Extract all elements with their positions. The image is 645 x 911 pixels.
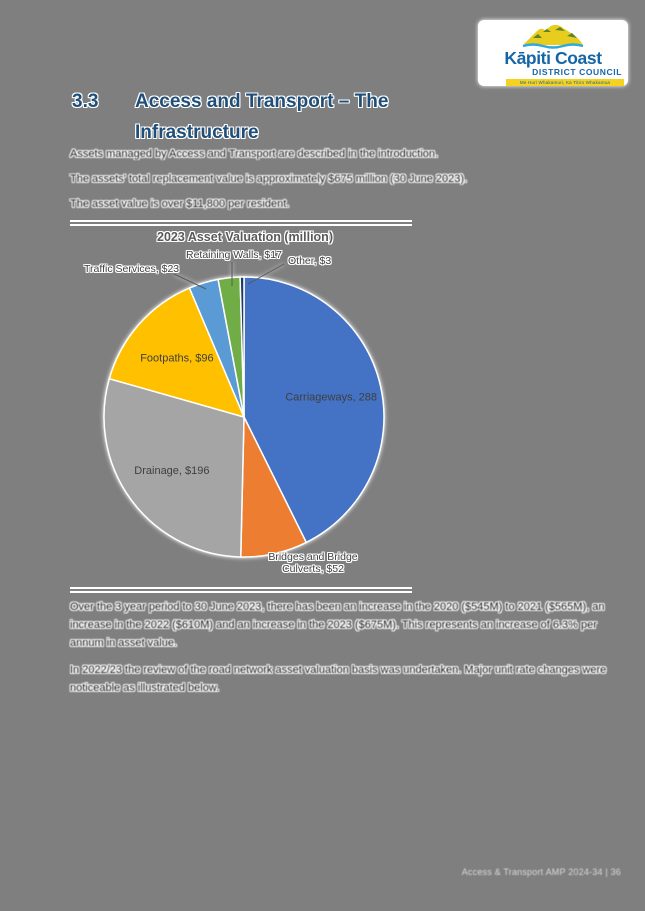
pie-label-other: Other, $3 — [288, 255, 332, 267]
intro-line: The assets' total replacement value is approximately $675 million (30 June 2023). — [70, 173, 468, 185]
pie-label-retaining-walls: Retaining Walls, $17 — [186, 249, 282, 261]
body-paragraphs — [70, 598, 633, 706]
pie-chart — [74, 233, 416, 593]
section-heading — [72, 86, 420, 148]
pie-label-bridges: Bridges and Bridge Culverts, $52 — [268, 551, 358, 575]
section-title: Access and Transport – The Infrastructure — [135, 91, 389, 143]
body-paragraph: In 2022/23 the review of the road network asset valuation basis was undertaken. Major unit rate changes were noticeable as illustrated below. — [70, 664, 607, 694]
pie-inside-label-carriageways: Carriageways, 288 — [285, 391, 378, 404]
logo-name: Kāpiti Coast — [504, 48, 602, 68]
kapiti-island-icon — [521, 23, 585, 49]
divider-top — [70, 220, 412, 226]
pie-inside-label-drainage: Drainage, $196 — [134, 465, 210, 478]
leader-line-traffic-services — [174, 274, 206, 289]
intro-line: Assets managed by Access and Transport are described in the introduction. — [70, 148, 439, 160]
pie-label-traffic-services: Traffic Services, $23 — [84, 263, 180, 275]
pie-inside-label-footpaths: Footpaths, $96 — [140, 352, 214, 365]
body-paragraph: Over the 3 year period to 30 June 2023, there has been an increase in the 2020 ($545M) to 2021 ($565M), an increase in the 2022 ($610M) and an increase in the 2023 ($675M). This represents an increase of 6.3% per annum in asset value. — [70, 601, 605, 649]
logo-tagline: Me Huri Whakamuri, Ka Titiro Whakamua — [506, 79, 624, 86]
logo-subtitle: DISTRICT COUNCIL — [532, 67, 622, 77]
chart-title: 2023 Asset Valuation (million) — [157, 230, 333, 244]
intro-line: The asset value is over $11,800 per resident. — [70, 198, 290, 210]
council-logo — [478, 20, 628, 86]
divider-bottom — [70, 587, 412, 593]
intro-paragraphs — [70, 147, 635, 222]
page-footer: Access & Transport AMP 2024-34 | 36 — [461, 867, 621, 877]
section-number: 3.3 — [72, 91, 99, 112]
